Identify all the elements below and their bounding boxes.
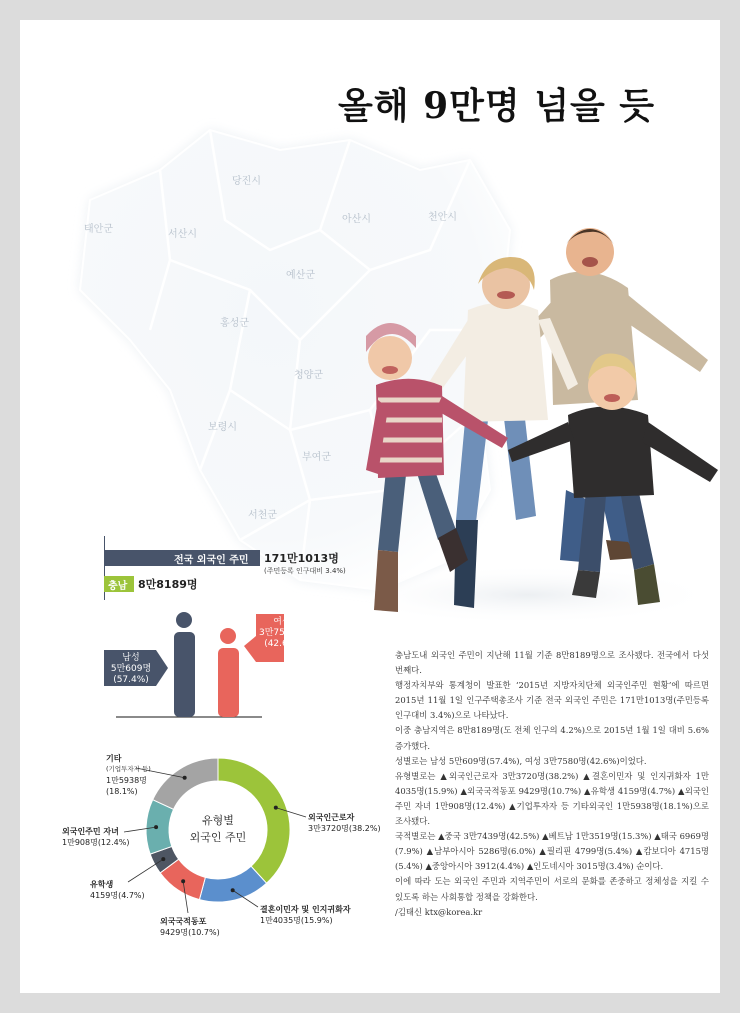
label-other	[106, 753, 151, 797]
label-marriage-value: 1만4035명(15.9%)	[260, 916, 333, 925]
article-paragraph: 이중 충남지역은 8만8189명(도 전체 인구의 4.2%)으로 2015년 1월 1일 대비 5.6% 증가했다.	[395, 725, 709, 751]
map-label-taean: 태안군	[84, 224, 113, 235]
national-label: 전국 외국인 주민	[174, 555, 249, 566]
leader-line-compatriots	[183, 881, 188, 913]
map-label-seocheon: 서천군	[248, 510, 277, 521]
label-compatriots-name: 외국국적동포	[160, 917, 207, 926]
leader-dot-marriage	[231, 888, 235, 892]
label-students	[90, 879, 145, 901]
map-label-dangjin: 당진시	[232, 176, 261, 187]
chungnam-label: 충남	[108, 581, 128, 592]
leader-line-workers	[276, 808, 306, 817]
map-label-yesan: 예산군	[286, 270, 315, 281]
label-other-sub: (기업투자자 등)	[106, 765, 151, 773]
leader-dot-compatriots	[181, 879, 185, 883]
map-label-asan: 아산시	[342, 214, 371, 225]
map-label-seosan: 서산시	[168, 229, 197, 240]
label-other-name: 기타	[106, 754, 122, 763]
label-compatriots-value: 9429명(10.7%)	[160, 928, 220, 937]
leader-dot-children	[154, 825, 158, 829]
map-label-boryeong: 보령시	[208, 422, 237, 433]
female-label: 여성	[273, 617, 291, 627]
male-pct: (57.4%)	[113, 675, 149, 685]
infographic-page	[20, 20, 720, 993]
label-children	[62, 826, 129, 848]
map-label-cheonan: 천안시	[428, 212, 457, 223]
article-body	[395, 648, 709, 920]
label-children-value: 1만908명(12.4%)	[62, 838, 130, 847]
label-students-value: 4159명(4.7%)	[90, 891, 145, 900]
article-credit: /김태신 ktx@korea.kr	[395, 906, 483, 917]
leader-dot-workers	[274, 806, 278, 810]
leader-line-marriage	[233, 890, 258, 907]
leader-dot-students	[161, 857, 165, 861]
label-other-pct: (18.1%)	[106, 787, 138, 796]
label-marriage-name: 결혼이민자 및 인지귀화자	[260, 905, 351, 914]
label-students-name: 유학생	[90, 880, 114, 889]
national-value: 171만1013명	[264, 552, 339, 565]
label-workers-value: 3만3720명(38.2%)	[308, 824, 381, 833]
female-count: 3만7580명	[258, 628, 306, 638]
chart-title-line1: 유형별	[202, 814, 234, 827]
national-note: (주민등록 인구대비 3.4%)	[264, 567, 346, 575]
article-paragraph: 국적별로는 ▲중국 3만7439명(42.5%) ▲베트남 1만3519명(15.3%) ▲태국 6969명(7.9%) ▲남부아시아 5286명(6.0%) ▲필리핀 4799명(5.4%) ▲캄보디아 4715명(5.4%) ▲중앙아시아 3912(4.4%) ▲인도네시아 3015명(3.4%) 순이다.	[395, 831, 709, 872]
label-compatriots	[160, 916, 220, 938]
label-other-value: 1만5938명	[106, 776, 147, 785]
article-paragraph: 유형별로는 ▲외국인근로자 3만3720명(38.2%) ▲결혼이민자 및 인지귀화자 1만4035명(15.9%) ▲외국국적동포 9429명(10.7%) ▲유학생 4159명(4.7%) ▲외국인주민 자녀 1만908명(12.4%) ▲기업투자자 등 기타외국인 1만5938명(18.1%)으로 조사됐다.	[395, 770, 709, 827]
chart-title-line2: 외국인 주민	[189, 831, 247, 844]
female-pct: (42.6%)	[264, 639, 300, 649]
map-label-cheongyang: 청양군	[294, 370, 323, 381]
map-label-buyeo: 부여군	[302, 452, 331, 463]
article-paragraph: 행정자치부와 통계청이 발표한 ‘2015년 지방자치단체 외국인주민 현황’에 따르면 2015년 11월 1일 인구주택총조사 기준 전국 외국인 주민은 171만1013명(주민등록 인구대비 3.4%)으로 나타났다.	[395, 680, 709, 721]
article-paragraph: 충남도내 외국인 주민이 지난해 11월 기준 8만8189명으로 조사됐다. 전국에서 다섯 번째다.	[395, 650, 709, 676]
label-workers	[308, 812, 381, 834]
label-children-name: 외국인주민 자녀	[62, 827, 119, 836]
label-workers-name: 외국인근로자	[308, 813, 355, 822]
male-label: 남성	[122, 653, 140, 663]
leader-dot-other	[183, 776, 187, 780]
male-count: 5만609명	[110, 664, 152, 674]
chungnam-value: 8만8189명	[138, 578, 198, 591]
article-paragraph: 성별로는 남성 5만609명(57.4%), 여성 3만7580명(42.6%)이었다.	[395, 755, 647, 766]
headline: 올해 9만명 넘을 듯	[338, 85, 656, 127]
article-paragraph: 이에 따라 도는 외국인 주민과 지역주민이 서로의 문화를 존중하고 정체성을 지킬 수 있도록 하는 사회통합 정책을 강화한다.	[395, 876, 709, 902]
label-marriage	[260, 904, 351, 926]
map-label-hongseong: 홍성군	[220, 318, 249, 329]
